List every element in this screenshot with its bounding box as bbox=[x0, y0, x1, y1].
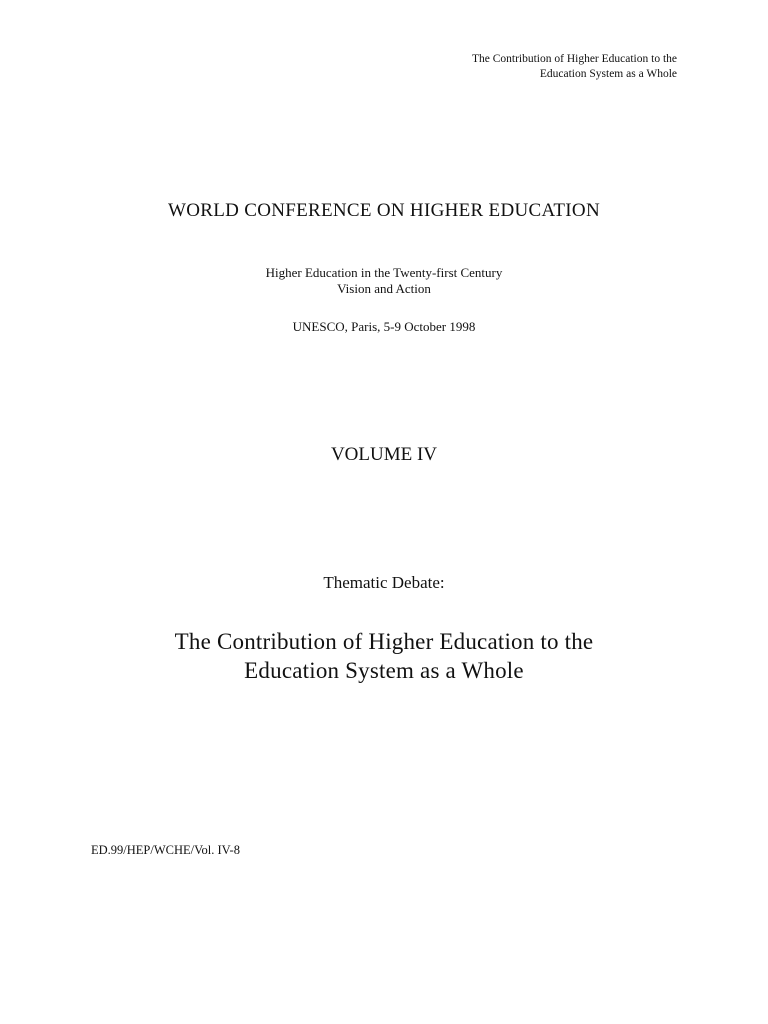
debate-title-line-2: Education System as a Whole bbox=[244, 658, 524, 683]
running-header bbox=[357, 52, 677, 82]
conference-subtitle-line-2: Vision and Action bbox=[337, 281, 431, 296]
conference-subtitle-line-1: Higher Education in the Twenty-first Century bbox=[265, 265, 503, 280]
running-header-line-1: The Contribution of Higher Education to the bbox=[471, 53, 677, 65]
conference-title: WORLD CONFERENCE ON HIGHER EDUCATION bbox=[168, 200, 600, 221]
document-code: ED.99/HEP/WCHE/Vol. IV-8 bbox=[91, 843, 240, 857]
running-header-line-2: Education System as a Whole bbox=[539, 68, 677, 80]
thematic-debate-label: Thematic Debate: bbox=[323, 573, 445, 592]
conference-subtitle bbox=[0, 265, 768, 297]
debate-title bbox=[0, 627, 768, 685]
volume-label: VOLUME IV bbox=[330, 444, 438, 465]
debate-title-line-1: The Contribution of Higher Education to the bbox=[174, 629, 594, 654]
conference-venue: UNESCO, Paris, 5-9 October 1998 bbox=[292, 319, 476, 334]
